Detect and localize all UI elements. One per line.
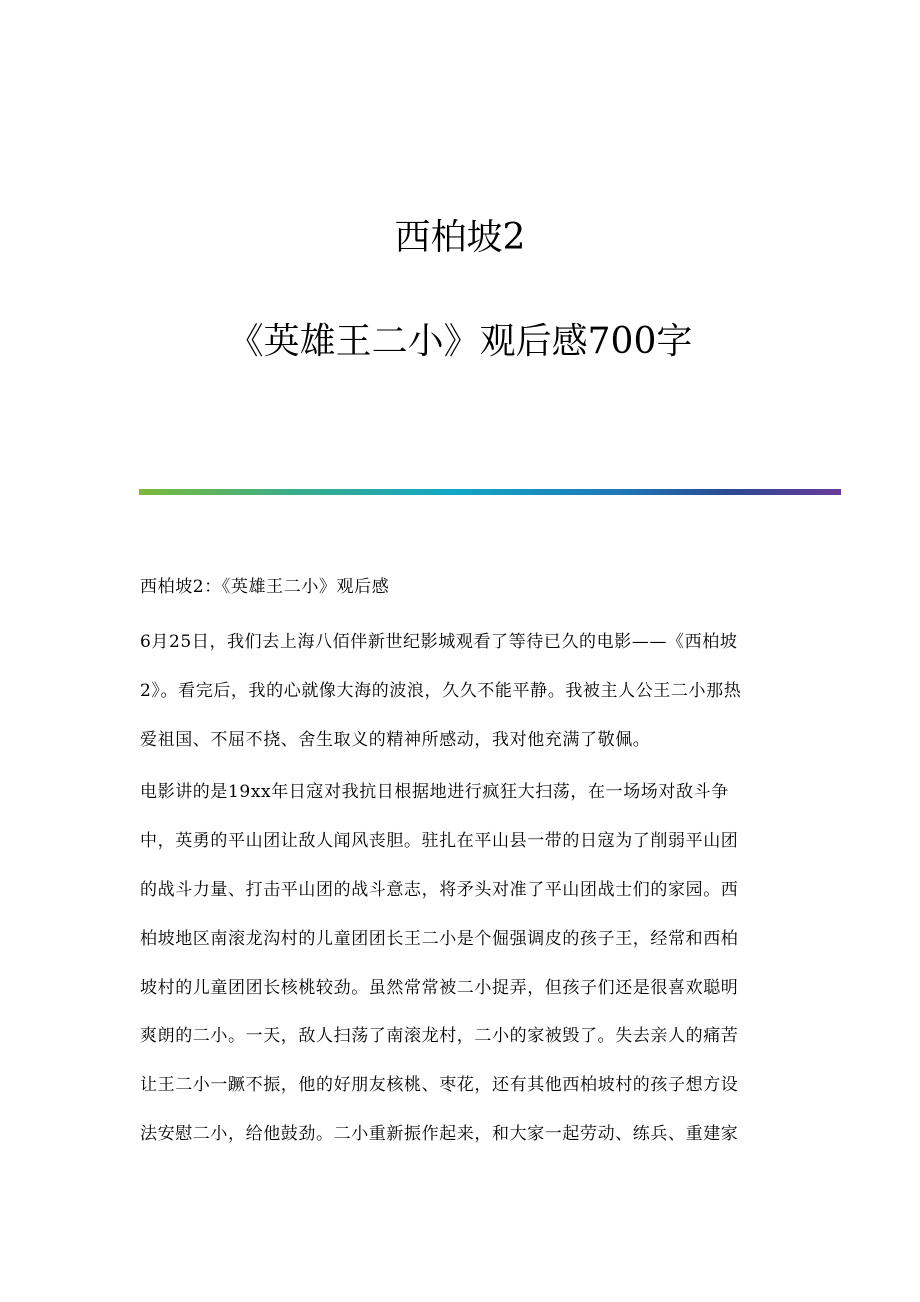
paragraph-line: 2》。看完后，我的心就像大海的波浪，久久不能平静。我被主人公王二小那热: [140, 680, 742, 701]
paragraph-2: [140, 768, 780, 1158]
paragraph-line: 坡村的儿童团团长核桃较劲。虽然常常被二小捉弄，但孩子们还是很喜欢聪明: [140, 977, 739, 998]
paragraph-line: 6月25日，我们去上海八佰伴新世纪影城观看了等待已久的电影——《西柏坡: [140, 632, 738, 652]
document-title: 西柏坡2: [394, 217, 526, 258]
paragraph-1: [140, 618, 780, 764]
section-heading: 西柏坡2：《英雄王二小》观后感: [140, 577, 390, 597]
paragraph-line: 爱祖国、不屈不挠、舍生取义的精神所感动，我对他充满了敬佩。: [140, 729, 651, 750]
paragraph-line: 的战斗力量、打击平山团的战斗意志，将矛头对准了平山团战士们的家园。西: [140, 879, 739, 900]
paragraph-line: 爽朗的二小。一天，敌人扫荡了南滚龙村，二小的家被毁了。失去亲人的痛苦: [140, 1026, 739, 1047]
gradient-divider: [139, 489, 841, 495]
paragraph-line: 法安慰二小，给他鼓劲。二小重新振作起来，和大家一起劳动、练兵、重建家: [140, 1123, 739, 1144]
paragraph-line: 柏坡地区南滚龙沟村的儿童团团长王二小是个倔强调皮的孩子王，经常和西柏: [140, 928, 739, 949]
paragraph-line: 中，英勇的平山团让敌人闻风丧胆。驻扎在平山县一带的日寇为了削弱平山团: [140, 831, 739, 852]
document-subtitle: 《英雄王二小》观后感700字: [227, 321, 693, 362]
paragraph-line: 电影讲的是19xx年日寇对我抗日根据地进行疯狂大扫荡，在一场场对敌斗争: [140, 782, 729, 803]
document-body: [140, 570, 780, 1163]
paragraph-line: 让王二小一蹶不振，他的好朋友核桃、枣花，还有其他西柏坡村的孩子想方设: [140, 1075, 739, 1096]
